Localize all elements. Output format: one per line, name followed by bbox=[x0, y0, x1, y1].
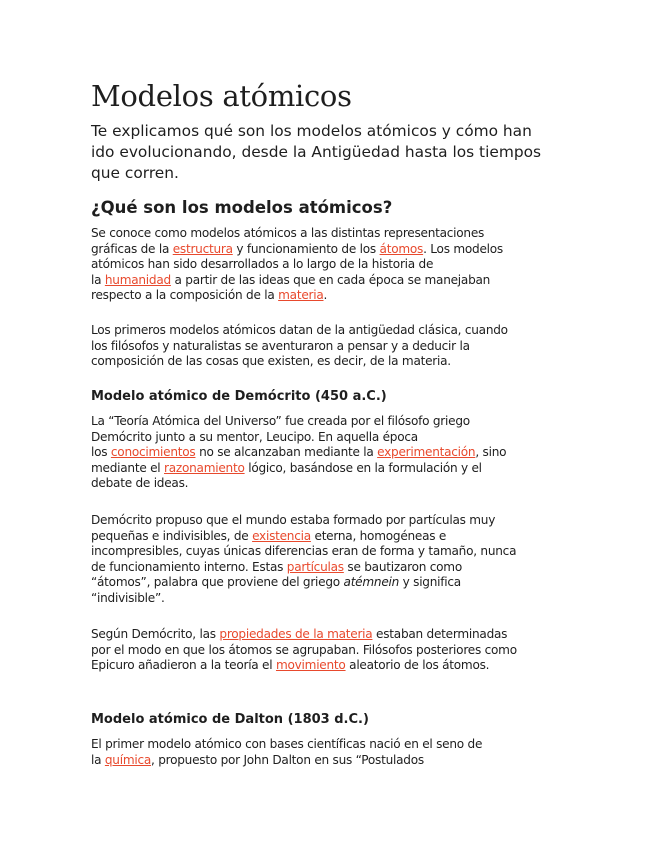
text-line: pequeñas e indivisibles, de existencia eterna, homogéneas e bbox=[91, 528, 447, 543]
text-line: La “Teoría Atómica del Universo” fue creada por el filósofo griego bbox=[91, 414, 470, 428]
link-atomos[interactable]: átomos bbox=[379, 241, 424, 256]
paragraph-history bbox=[91, 323, 561, 370]
text-line: Demócrito propuso que el mundo estaba formado por partículas muy bbox=[91, 513, 496, 527]
text-line: respecto a la composición de la materia. bbox=[91, 288, 328, 303]
democrito-heading: Modelo atómico de Demócrito (450 a.C.) bbox=[91, 389, 387, 404]
text-line: El primer modelo atómico con bases científicas nació en el seno de bbox=[91, 737, 483, 751]
page-title: Modelos atómicos bbox=[91, 79, 352, 113]
text-line: por el modo en que los átomos se agrupaban. Filósofos posteriores como bbox=[91, 642, 517, 657]
text-line: los conocimientos no se alcanzaban mediante la experimentación, sino bbox=[91, 445, 507, 460]
link-materia[interactable]: materia bbox=[278, 288, 324, 303]
text-line: “indivisible”. bbox=[91, 590, 165, 605]
link-propiedades-materia[interactable]: propiedades de la materia bbox=[219, 627, 373, 641]
lede-line: ido evolucionando, desde la Antigüedad hasta los tiempos bbox=[91, 143, 542, 161]
section-heading: ¿Qué son los modelos atómicos? bbox=[91, 198, 393, 217]
text-line: mediante el razonamiento lógico, basándose en la formulación y el bbox=[91, 460, 482, 475]
paragraph-democrito-2 bbox=[91, 513, 561, 607]
text-line: Epicuro añadieron a la teoría el movimiento aleatorio de los átomos. bbox=[91, 658, 490, 673]
paragraph-democrito-1 bbox=[91, 414, 561, 492]
link-humanidad[interactable]: humanidad bbox=[104, 272, 171, 287]
text-line: gráficas de la estructura y funcionamiento de los átomos. Los modelos bbox=[91, 241, 503, 256]
link-particulas[interactable]: partículas bbox=[286, 559, 344, 574]
link-estructura[interactable]: estructura bbox=[172, 241, 233, 256]
emphasis-atemnein: atémnein bbox=[343, 575, 400, 590]
text-line: Según Demócrito, las propiedades de la materia estaban determinadas bbox=[91, 627, 508, 641]
text-line: Se conoce como modelos atómicos a las distintas representaciones bbox=[91, 226, 485, 240]
text-line: incompresibles, cuyas únicas diferencias eran de forma y tamaño, nunca bbox=[91, 544, 517, 559]
link-razonamiento[interactable]: razonamiento bbox=[164, 460, 245, 475]
lede-line: Te explicamos qué son los modelos atómicos y cómo han bbox=[91, 122, 532, 140]
text-line: Los primeros modelos atómicos datan de la antigüedad clásica, cuando bbox=[91, 323, 508, 337]
lede-line: que corren. bbox=[91, 164, 179, 182]
link-existencia[interactable]: existencia bbox=[252, 528, 311, 543]
text-line: atómicos han sido desarrollados a lo largo de la historia de bbox=[91, 257, 434, 272]
link-conocimientos[interactable]: conocimientos bbox=[110, 445, 196, 460]
text-line: composición de las cosas que existen, es decir, de la materia. bbox=[91, 354, 451, 369]
text-line: la humanidad a partir de las ideas que en cada época se manejaban bbox=[91, 272, 491, 287]
lede bbox=[91, 121, 561, 184]
paragraph-definition bbox=[91, 226, 561, 304]
link-quimica[interactable]: química bbox=[104, 752, 152, 767]
text-line: de funcionamiento interno. Estas partículas se bautizaron como bbox=[91, 559, 462, 574]
dalton-heading: Modelo atómico de Dalton (1803 d.C.) bbox=[91, 712, 369, 727]
paragraph-dalton bbox=[91, 737, 561, 768]
text-line: debate de ideas. bbox=[91, 476, 189, 491]
text-line: los filósofos y naturalistas se aventuraron a pensar y a deducir la bbox=[91, 338, 470, 353]
text-line: Demócrito junto a su mentor, Leucipo. En aquella época bbox=[91, 429, 418, 444]
link-experimentacion[interactable]: experimentación bbox=[377, 445, 476, 460]
paragraph-democrito-3 bbox=[91, 627, 561, 674]
text-line: la química, propuesto por John Dalton en sus “Postulados bbox=[91, 752, 424, 767]
link-movimiento[interactable]: movimiento bbox=[275, 658, 346, 673]
text-line: “átomos”, palabra que proviene del griego atémnein y significa bbox=[91, 575, 461, 590]
